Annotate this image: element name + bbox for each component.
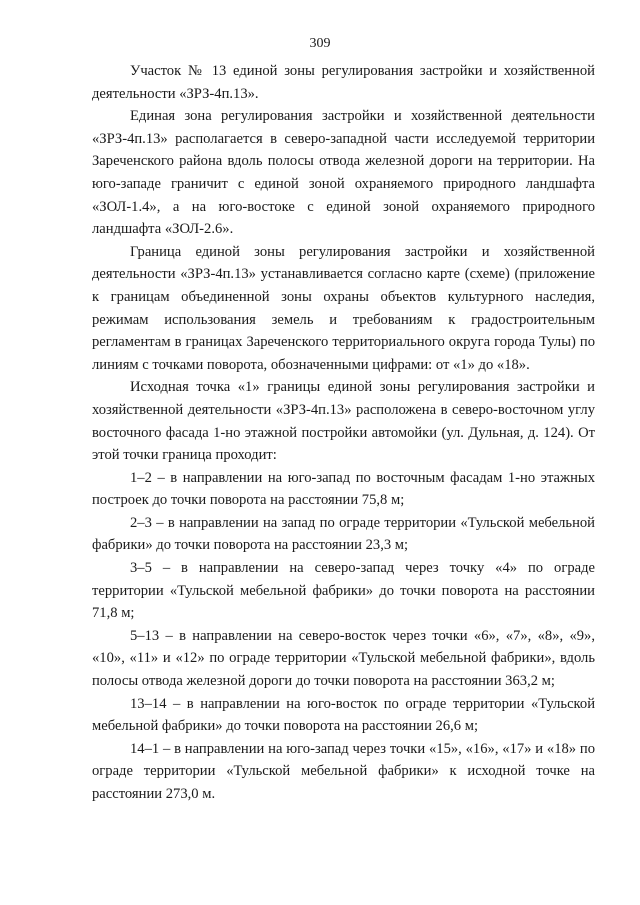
paragraph-boundary-definition: Граница единой зоны регулирования застройки и хозяйственной деятельности «ЗРЗ-4п.13» устанавливается согласно карте (схеме) (приложение к границам объединенной зоны охраны объектов культурного наследия, режимам использования земель и требованиям к градостроительным регламентам в границах Зареченского территориального округа города Тулы) по линиям с точками поворота, обозначенными цифрами: от «1» до «18». bbox=[92, 243, 595, 373]
paragraph-starting-point: Исходная точка «1» границы единой зоны регулирования застройки и хозяйственной деятельности «ЗРЗ-4п.13» расположена в северо-восточном углу восточного фасада 1-но этажной постройки автомойки (ул. Дульная, д. 124). От этой точки граница проходит: bbox=[92, 379, 595, 464]
paragraph-section-title: Участок № 13 единой зоны регулирования застройки и хозяйственной деятельности «ЗРЗ-4п.13». bbox=[92, 63, 595, 102]
document-body bbox=[92, 60, 595, 806]
paragraph-segment-2-3: 2–3 – в направлении на запад по ограде территории «Тульской мебельной фабрики» до точки поворота на расстоянии 23,3 м; bbox=[92, 514, 595, 554]
paragraph-segment-5-13: 5–13 – в направлении на северо-восток через точки «6», «7», «8», «9», «10», «11» и «12» по ограде территории «Тульской мебельной фабрики», вдоль полосы отвода железной дороги до точки поворота на расстоянии 363,2 м; bbox=[92, 627, 595, 690]
paragraph-zone-location: Единая зона регулирования застройки и хозяйственной деятельности «ЗРЗ-4п.13» располагается в северо-западной части исследуемой территории Зареченского района вдоль полосы отвода железной дороги на территории. На юго-западе граничит с единой зоной охраняемого природного ландшафта «ЗОЛ-1.4», а на юго-востоке с единой зоной охраняемого природного ландшафта «ЗОЛ-2.6». bbox=[92, 108, 595, 238]
paragraph-segment-3-5: 3–5 – в направлении на северо-запад через точку «4» по ограде территории «Тульской мебельной фабрики» до точки поворота на расстоянии 71,8 м; bbox=[92, 560, 595, 622]
page-number: 309 bbox=[309, 36, 331, 51]
paragraph-segment-14-1: 14–1 – в направлении на юго-запад через точки «15», «16», «17» и «18» по ограде территории «Тульской мебельной фабрики» к исходной точке на расстоянии 273,0 м. bbox=[92, 740, 595, 802]
paragraph-segment-13-14: 13–14 – в направлении на юго-восток по ограде территории «Тульской мебельной фабрики» до точки поворота на расстоянии 26,6 м; bbox=[92, 695, 595, 735]
paragraph-segment-1-2: 1–2 – в направлении на юго-запад по восточным фасадам 1-но этажных построек до точки поворота на расстоянии 75,8 м; bbox=[92, 469, 595, 509]
